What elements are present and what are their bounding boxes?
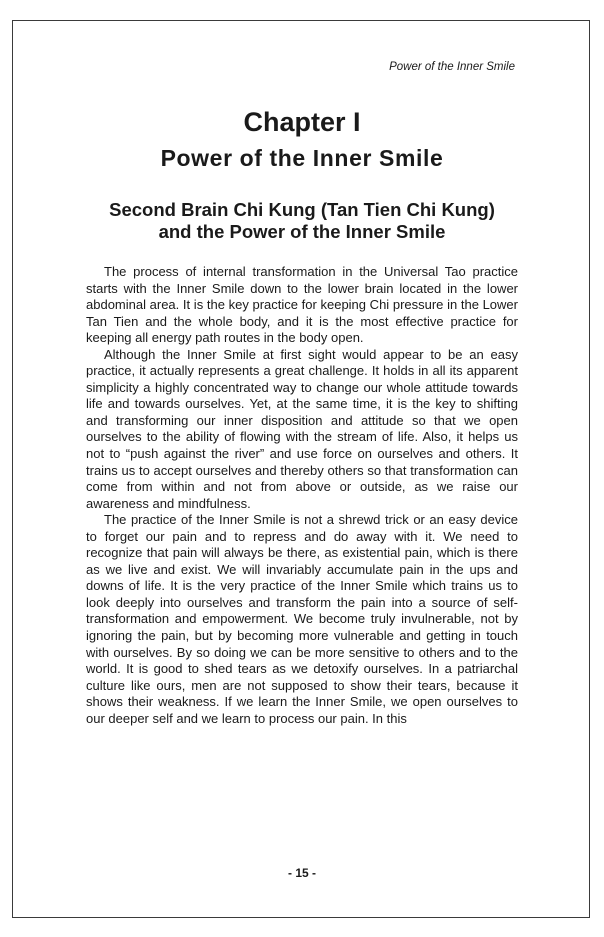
paragraph-1: The process of internal transformation in the Universal Tao practice starts with the Inner Smile down to the lower brain located in the lower abdominal area. It is the key practice for keeping Chi pressure in the Lower Tan Tien and the whole body, and it is the most effective practice for keeping all energy path routes in the body open. (86, 264, 518, 346)
running-header: Power of the Inner Smile (389, 61, 515, 73)
page-number: - 15 - (287, 866, 316, 880)
section-heading-line-2: and the Power of the Inner Smile (158, 221, 446, 242)
paragraph-2: Although the Inner Smile at first sight would appear to be an easy practice, it actually represents a great challenge. It holds in all its apparent simplicity a highly concentrated way to change our whole attitude towards life and towards ourselves. Yet, at the same time, it is the key to shifting and transforming our inner disposition and attitude so that we open ourselves to the ability of flowing with the stream of life. Also, it helps us not to “push against the river” and use force on ourselves and others. It trains us to accept ourselves and thereby others so that transformation can come from within and not from above or outside, as we raise our awareness and mindfulness. (86, 346, 518, 511)
chapter-label: Chapter I (243, 107, 361, 137)
section-heading (0, 199, 604, 243)
paragraph-3: The practice of the Inner Smile is not a shrewd trick or an easy device to forget our pain and to repress and do away with it. We need to recognize that pain will always be there, as existential pain, which is there as we live and exist. We will invariably accumulate pain in the ups and downs of life. It is the very practice of the Inner Smile which trains us to look deeply into ourselves and transform the pain into a source of self-transformation and empowerment. We become truly invulnerable, not by ignoring the pain, but by becoming more vulnerable and getting in touch with ourselves. By so doing we can be more sensitive to others and to the world. It is good to shed tears as we detoxify ourselves. In a patriarchal culture like ours, men are not supposed to show their tears, because it shows their weakness. If we learn the Inner Smile, we open ourselves to our deeper self and we learn to process our pain. In this (86, 512, 518, 726)
section-heading-line-1: Second Brain Chi Kung (Tan Tien Chi Kung) (109, 199, 495, 220)
body-text (86, 264, 518, 727)
chapter-title: Power of the Inner Smile (160, 145, 444, 171)
